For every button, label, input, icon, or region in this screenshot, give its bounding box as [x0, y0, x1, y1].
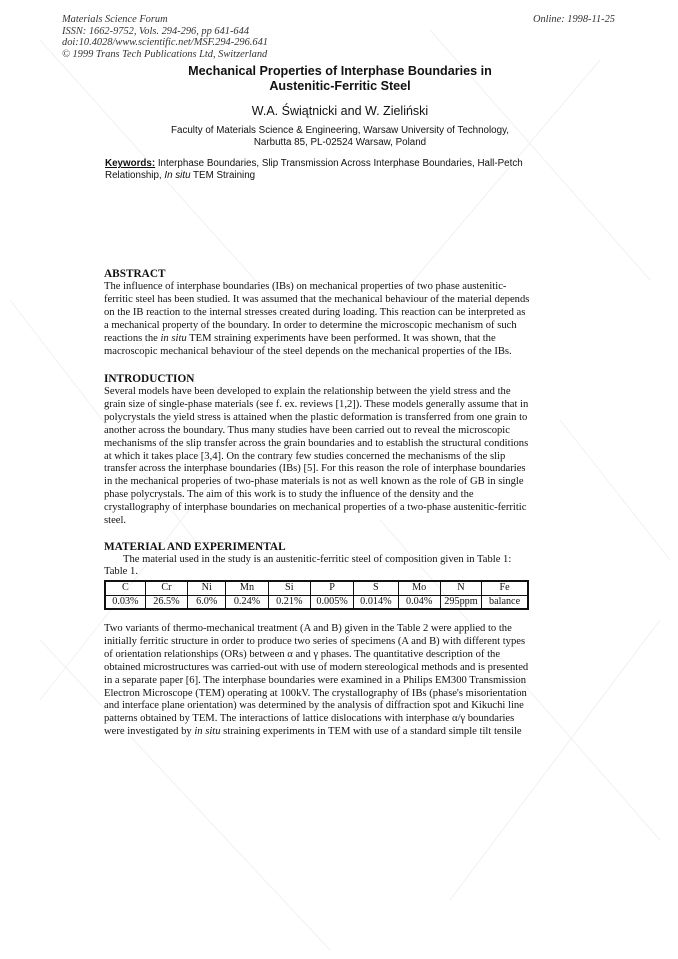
table-header-cell: S [354, 581, 398, 595]
paper-title [90, 64, 590, 94]
table-header-cell: P [310, 581, 353, 595]
material-line: patterns obtained by TEM. The interactions of lattice dislocations with interphase α/γ boundaries [104, 713, 515, 725]
abstract-line: on the IB reaction to the internal stresses created during loading. This reaction can be interpreted as [104, 306, 526, 318]
intro-line: transfer across the interphase boundaries (IBs) [5]. For this reason the role of interphase boundaries [104, 463, 526, 475]
abstract-line [104, 333, 548, 346]
keywords-text: Interphase Boundaries, Slip Transmission Across Interphase Boundaries, Hall-Petch Relationship, [105, 158, 523, 181]
table-cell: 0.24% [226, 595, 268, 609]
journal-name: Materials Science Forum [62, 14, 168, 25]
table-header-cell: Fe [482, 581, 528, 595]
material-text: straining experiments in TEM with use of a standard simple tilt tensile [220, 726, 522, 738]
intro-line: phase polycrystals. The aim of this work is to study the influence of the density and the [104, 489, 474, 501]
introduction-heading: INTRODUCTION [104, 373, 195, 385]
material-line: and interface plane orientation) was determined by the analysis of diffraction spot and Kikuchi line [104, 700, 524, 712]
intro-line: in the mechanical properies of two-phase materials is not as well known as the role of GB in single [104, 476, 524, 488]
affiliation-line-1: Faculty of Materials Science & Engineering, Warsaw University of Technology, [171, 125, 509, 136]
table-cell: 295ppm [440, 595, 481, 609]
composition-table [104, 580, 529, 610]
table-row [105, 595, 528, 609]
material-line: in a separate paper [6]. The interphase boundaries were examined in a Philips EM300 Transmission [104, 674, 526, 686]
table-header-cell: Mn [226, 581, 268, 595]
introduction-body [104, 386, 548, 528]
keywords-label: Keywords: [105, 158, 156, 169]
keywords-text-end: TEM Straining [190, 169, 256, 181]
table-cell: 26.5% [145, 595, 187, 609]
abstract-line: macroscopic mechanical behaviour of the steel depends on the mechanical properties of the IBs. [104, 345, 512, 357]
table-header-cell: N [440, 581, 481, 595]
table-header-cell: Cr [145, 581, 187, 595]
material-intro: The material used in the study is an austenitic-ferritic steel of composition given in Table 1: [123, 554, 512, 565]
table-header-cell: Ni [188, 581, 226, 595]
affiliation-line-2: Narbutta 85, PL-02524 Warsaw, Poland [253, 137, 427, 148]
abstract-italic: in situ [160, 332, 187, 344]
material-line: Electron Microscope (TEM) operating at 100kV. The crystallography of IBs (phase's misorientation [104, 687, 527, 699]
intro-line: steel. [104, 515, 127, 527]
table-1-label: Table 1. [104, 566, 138, 577]
material-body [104, 623, 548, 739]
online-date: Online: 1998-11-25 [532, 14, 615, 25]
table-cell: 0.21% [268, 595, 310, 609]
authors: W.A. Świątnicki and W. Zieliński [251, 104, 429, 118]
intro-line: polycrystals the yield stress is attained when the plastic deformation is transferred from one grain to [104, 411, 528, 423]
intro-line: grain size of single-phase materials (see f. ex. reviews [1,2]). These models generally assume that in [104, 398, 529, 410]
intro-line: Several models have been developed to explain the relationship between the yield stress and the [104, 386, 511, 397]
title-line-1: Mechanical Properties of Interphase Boundaries in [188, 64, 492, 78]
material-italic: in situ [194, 726, 221, 738]
table-cell: 0.03% [105, 595, 145, 609]
abstract-line: The influence of interphase boundaries (IBs) on mechanical properties of two phase austenitic- [104, 281, 507, 292]
copyright-line: © 1999 Trans Tech Publications Ltd, Switzerland [62, 48, 268, 60]
title-line-2: Austenitic-Ferritic Steel [269, 79, 411, 93]
abstract-text: reactions the [104, 332, 161, 344]
abstract-heading: ABSTRACT [104, 268, 166, 280]
material-line: obtained microstructures was carried-out with use of modern stereological methods and is presented [104, 661, 529, 673]
table-cell: 0.014% [354, 595, 398, 609]
keywords-italic: In situ [164, 169, 191, 181]
affiliation [90, 125, 590, 149]
table-header-cell: Si [268, 581, 310, 595]
intro-line: mechanisms of the slip transfer across the grain boundaries and to establish the structural conditions [104, 437, 529, 449]
table-cell: 0.04% [398, 595, 440, 609]
keywords [105, 158, 575, 181]
abstract-line: ferritic steel has been studied. It was assumed that the mechanical behaviour of the material depends [104, 293, 530, 305]
material-line: initially ferritic structure in order to produce two series of specimens (A and B) with different types [104, 635, 526, 647]
issn-line: ISSN: 1662-9752, Vols. 294-296, pp 641-644 [62, 25, 250, 37]
intro-line: at which it takes place [3,4]. On the contrary few studies concerned the mechanisms of the slip [104, 450, 506, 462]
table-cell: 6.0% [188, 595, 226, 609]
abstract-body [104, 281, 548, 358]
material-line: Two variants of thermo-mechanical treatment (A and B) given in the Table 2 were applied to the [104, 623, 512, 634]
material-heading: MATERIAL AND EXPERIMENTAL [104, 541, 286, 553]
table-header-row [105, 581, 528, 595]
doi-line: doi:10.4028/www.scientific.net/MSF.294-296.641 [62, 37, 268, 48]
abstract-text: TEM straining experiments have been performed. It was shown, that the [186, 332, 496, 344]
table-header-cell: C [105, 581, 145, 595]
material-line [104, 726, 548, 739]
material-text: were investigated by [104, 726, 195, 738]
material-line: of orientation relationships (ORs) between α and γ phases. The quantitative description of the [104, 648, 501, 660]
intro-line: another across the boundary. Thus many studies have been carried out to reveal the microscopic [104, 424, 510, 436]
table-cell: balance [482, 595, 528, 609]
intro-line: crystallography of interphase boundaries on mechanical properties of a two-phase austenitic-ferritic [104, 502, 527, 514]
abstract-line: a mechanical property of the boundary. In order to determine the microscopic mechanism of such [104, 319, 517, 331]
table-cell: 0.005% [310, 595, 353, 609]
table-header-cell: Mo [398, 581, 440, 595]
journal-header [62, 14, 392, 60]
